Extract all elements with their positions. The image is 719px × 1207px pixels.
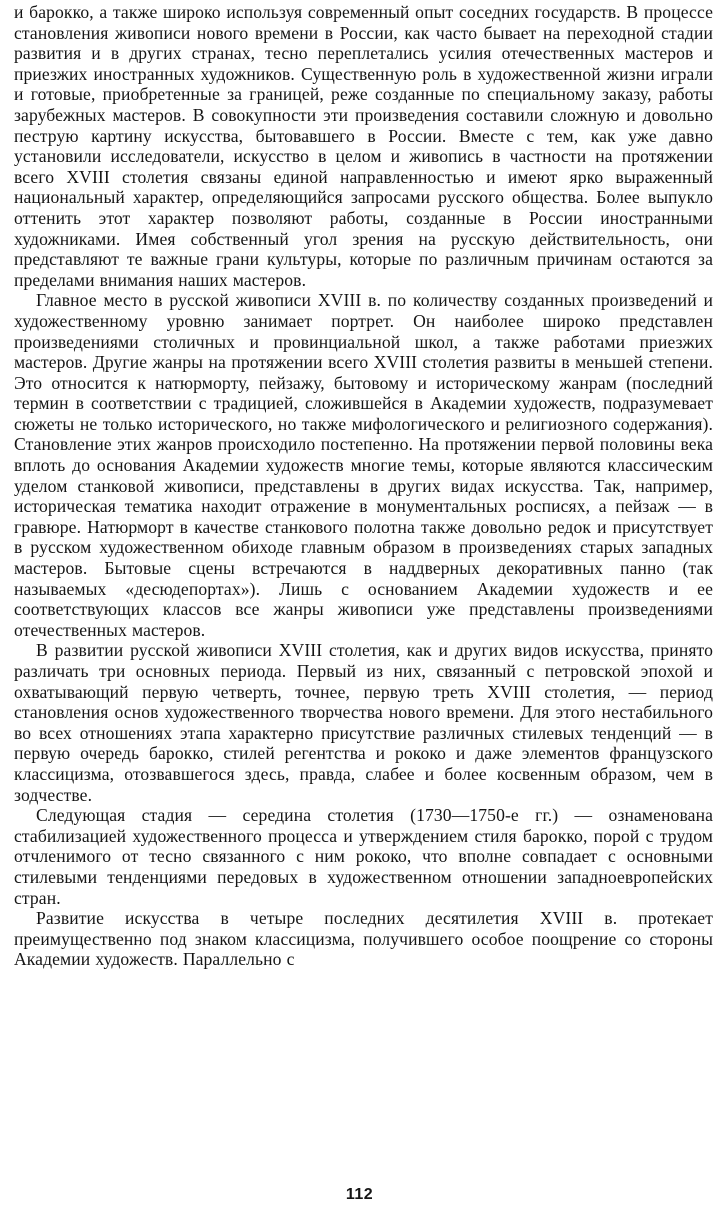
page-number: 112 [345, 1186, 374, 1203]
paragraph-continuation: и барокко, а также широко используя современный опыт соседних государств. В процессе становления живописи нового времени в России, как часто бывает на переходной стадии развития и в других странах, тесно переплетались усилия отечественных мастеров и приезжих иностранных художников. Существенную роль в художественной жизни играли и готовые, приобретенные за границей, реже созданные по специальному заказу, работы зарубежных мастеров. В совокупности эти произведения составили сложную и довольно пеструю картину искусства, бытовавшего в России. Вместе с тем, как уже давно установили исследователи, искусство в целом и живопись в частности на протяжении всего XVIII столетия связаны единой направленностью и имеют ярко выраженный национальный характер, определяющийся запросами русского общества. Более выпукло оттенить этот характер позволяют работы, созданные в России иностранными художниками. Имея собственный угол зрения на русскую действительность, они представляют те важные грани культуры, которые по различным причинам остаются за пределами внимания наших мастеров. [14, 2, 713, 290]
paragraph-middle-century: Следующая стадия — середина столетия (1730—1750-е гг.) — ознаменована стабилизацией художественного процесса и утверждением стиля барокко, порой с трудом отчленимого от тесно связанного с ним рококо, что вполне совпадает с основными стилевыми тенденциями передовых в художественном отношении западноевропейских стран. [14, 805, 713, 908]
paragraph-classicism: Развитие искусства в четыре последних десятилетия XVIII в. протекает преимущественно под знаком классицизма, получившего особое поощрение со стороны Академии художеств. Параллельно с [14, 908, 713, 970]
body-text [14, 2, 713, 970]
paragraph-three-periods: В развитии русской живописи XVIII столетия, как и других видов искусства, принято различать три основных периода. Первый из них, связанный с петровской эпохой и охватывающий первую четверть, точнее, первую треть XVIII столетия, — период становления основ художественного творчества нового времени. Для этого нестабильного во всех отношениях этапа характерно присутствие различных стилевых тенденций — в первую очередь барокко, стилей регентства и рококо и даже элементов французского классицизма, отозвавшегося здесь, правда, слабее и более косвенным образом, чем в зодчестве. [14, 640, 713, 805]
paragraph-portrait-genre: Главное место в русской живописи XVIII в. по количеству созданных произведений и художественному уровню занимает портрет. Он наиболее широко представлен произведениями столичных и провинциальной школ, а также работами приезжих мастеров. Другие жанры на протяжении всего XVIII столетия развиты в меньшей степени. Это относится к натюрморту, пейзажу, бытовому и историческому жанрам (последний термин в соответствии с традицией, сложившейся в Академии художеств, подразумевает сюжеты не только исторического, но также мифологического и религиозного содержания). Становление этих жанров происходило постепенно. На протяжении первой половины века вплоть до основания Академии художеств многие темы, которые являются классическим уделом станковой живописи, представлены в других видах искусства. Так, например, историческая тематика находит отражение в монументальных росписях, а пейзаж — в гравюре. Натюрморт в качестве станкового полотна также довольно редок и присутствует в русском художественном обиходе главным образом в произведениях старых западных мастеров. Бытовые сцены встречаются в наддверных декоративных панно (так называемых «десюдепортах»). Лишь с основанием Академии художеств и ее соответствующих классов все жанры живописи уже представлены произведениями отечественных мастеров. [14, 290, 713, 640]
